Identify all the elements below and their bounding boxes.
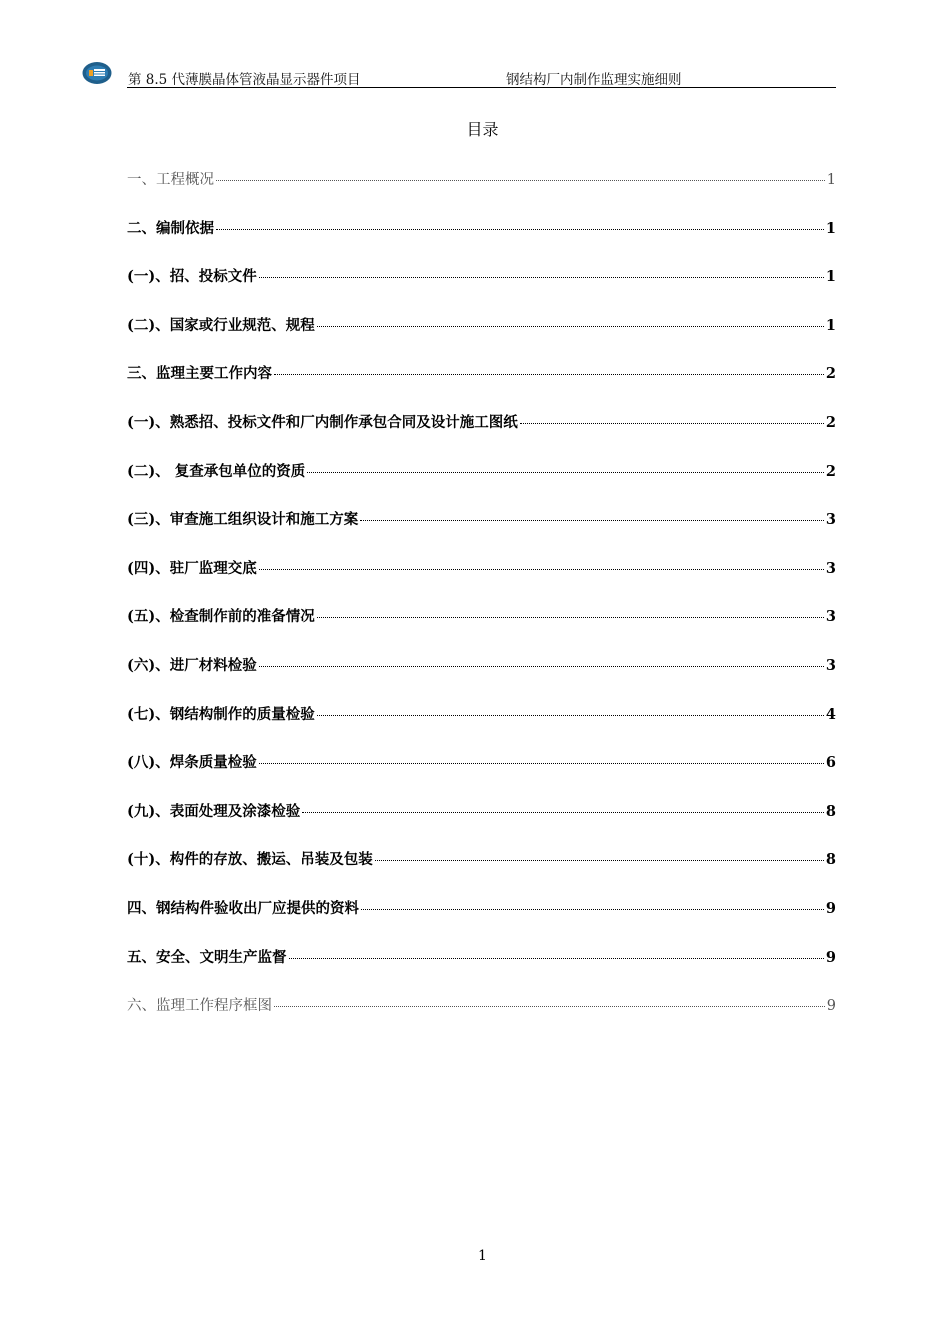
header-document-title: 钢结构厂内制作监理实施细则 — [506, 72, 682, 88]
toc-entry[interactable] — [127, 508, 836, 557]
toc-dot-leader — [302, 812, 824, 813]
toc-dot-leader — [259, 569, 824, 570]
toc-entry-page: 8 — [825, 851, 836, 869]
toc-dot-leader — [216, 229, 824, 230]
toc-entry-label: (三)、审查施工组织设计和施工方案 — [127, 511, 359, 529]
toc-entry[interactable] — [127, 411, 836, 460]
toc-entry-label: (四)、驻厂监理交底 — [127, 559, 257, 577]
toc-entry-label: (一)、招、投标文件 — [127, 268, 257, 286]
toc-entry-page: 2 — [825, 413, 836, 431]
toc-entry[interactable] — [127, 557, 836, 606]
toc-entry[interactable] — [127, 848, 836, 897]
toc-dot-leader — [259, 666, 824, 667]
toc-dot-leader — [259, 763, 824, 764]
toc-dot-leader — [520, 423, 824, 424]
toc-entry-page: 9 — [825, 948, 836, 966]
header-project-title: 第 8.5 代薄膜晶体管液晶显示器件项目 — [128, 72, 361, 88]
toc-entry-page: 6 — [825, 754, 836, 772]
toc-entry[interactable] — [127, 800, 836, 849]
toc-dot-leader — [216, 180, 825, 181]
toc-entry[interactable] — [127, 994, 836, 1043]
header-divider — [127, 87, 836, 88]
toc-entry-page: 3 — [825, 511, 836, 529]
toc-dot-leader — [360, 520, 824, 521]
toc-entry-page: 3 — [825, 608, 836, 626]
toc-entry-label: (五)、检查制作前的准备情况 — [127, 608, 315, 626]
toc-entry-page: 3 — [825, 559, 836, 577]
toc-entry-label: (二)、国家或行业规范、规程 — [127, 316, 315, 334]
toc-entry-label: 二、编制依据 — [127, 219, 214, 237]
toc-entry-label: (一)、熟悉招、投标文件和厂内制作承包合同及设计施工图纸 — [127, 413, 518, 431]
toc-entry-label: 三、监理主要工作内容 — [127, 365, 272, 383]
toc-entry-page: 9 — [826, 998, 836, 1015]
toc-entry-label: 五、安全、文明生产监督 — [127, 948, 287, 966]
toc-entry-page: 1 — [825, 268, 836, 286]
toc-dot-leader — [274, 374, 824, 375]
toc-entry-label: 四、钢结构件验收出厂应提供的资料 — [127, 899, 359, 917]
toc-entry-page: 1 — [825, 219, 836, 237]
toc-entry[interactable] — [127, 897, 836, 946]
toc-entry[interactable] — [127, 362, 836, 411]
toc-entry[interactable] — [127, 217, 836, 266]
toc-entry-page: 9 — [825, 899, 836, 917]
toc-entry[interactable] — [127, 605, 836, 654]
toc-entry-label: 六、监理工作程序框图 — [127, 998, 272, 1015]
toc-entry-label: (十)、构件的存放、搬运、吊装及包装 — [127, 851, 373, 869]
toc-dot-leader — [317, 326, 824, 327]
toc-entry-page: 2 — [825, 462, 836, 480]
toc-entry-label: (二)、 复查承包单位的资质 — [127, 462, 306, 480]
toc-entry-label: (七)、钢结构制作的质量检验 — [127, 705, 315, 723]
toc-entry-page: 8 — [825, 802, 836, 820]
toc-entry-page: 4 — [825, 705, 836, 723]
toc-entry-label: 一、工程概况 — [127, 172, 214, 188]
toc-entry-label: (八)、焊条质量检验 — [127, 754, 257, 772]
toc-entry-label: (九)、表面处理及涂漆检验 — [127, 802, 301, 820]
toc-entry[interactable] — [127, 751, 836, 800]
toc-entry[interactable] — [127, 703, 836, 752]
toc-entry-label: (六)、进厂材料检验 — [127, 656, 257, 674]
toc-dot-leader — [361, 909, 824, 910]
table-of-contents — [127, 168, 836, 1043]
toc-entry[interactable] — [127, 654, 836, 703]
toc-entry-page: 3 — [825, 656, 836, 674]
toc-entry-page: 1 — [826, 172, 836, 188]
toc-dot-leader — [375, 860, 824, 861]
toc-entry[interactable] — [127, 314, 836, 363]
toc-entry[interactable] — [127, 946, 836, 995]
toc-dot-leader — [307, 472, 824, 473]
toc-dot-leader — [289, 958, 824, 959]
page-number: 1 — [478, 1248, 487, 1264]
toc-entry[interactable] — [127, 265, 836, 314]
toc-entry-page: 1 — [825, 316, 836, 334]
toc-title: 目录 — [466, 120, 499, 139]
company-logo-icon — [82, 61, 112, 85]
toc-dot-leader — [317, 617, 824, 618]
toc-dot-leader — [317, 715, 824, 716]
toc-dot-leader — [259, 277, 824, 278]
toc-dot-leader — [274, 1006, 825, 1007]
toc-entry-page: 2 — [825, 365, 836, 383]
toc-entry[interactable] — [127, 460, 836, 509]
toc-entry[interactable] — [127, 168, 836, 217]
